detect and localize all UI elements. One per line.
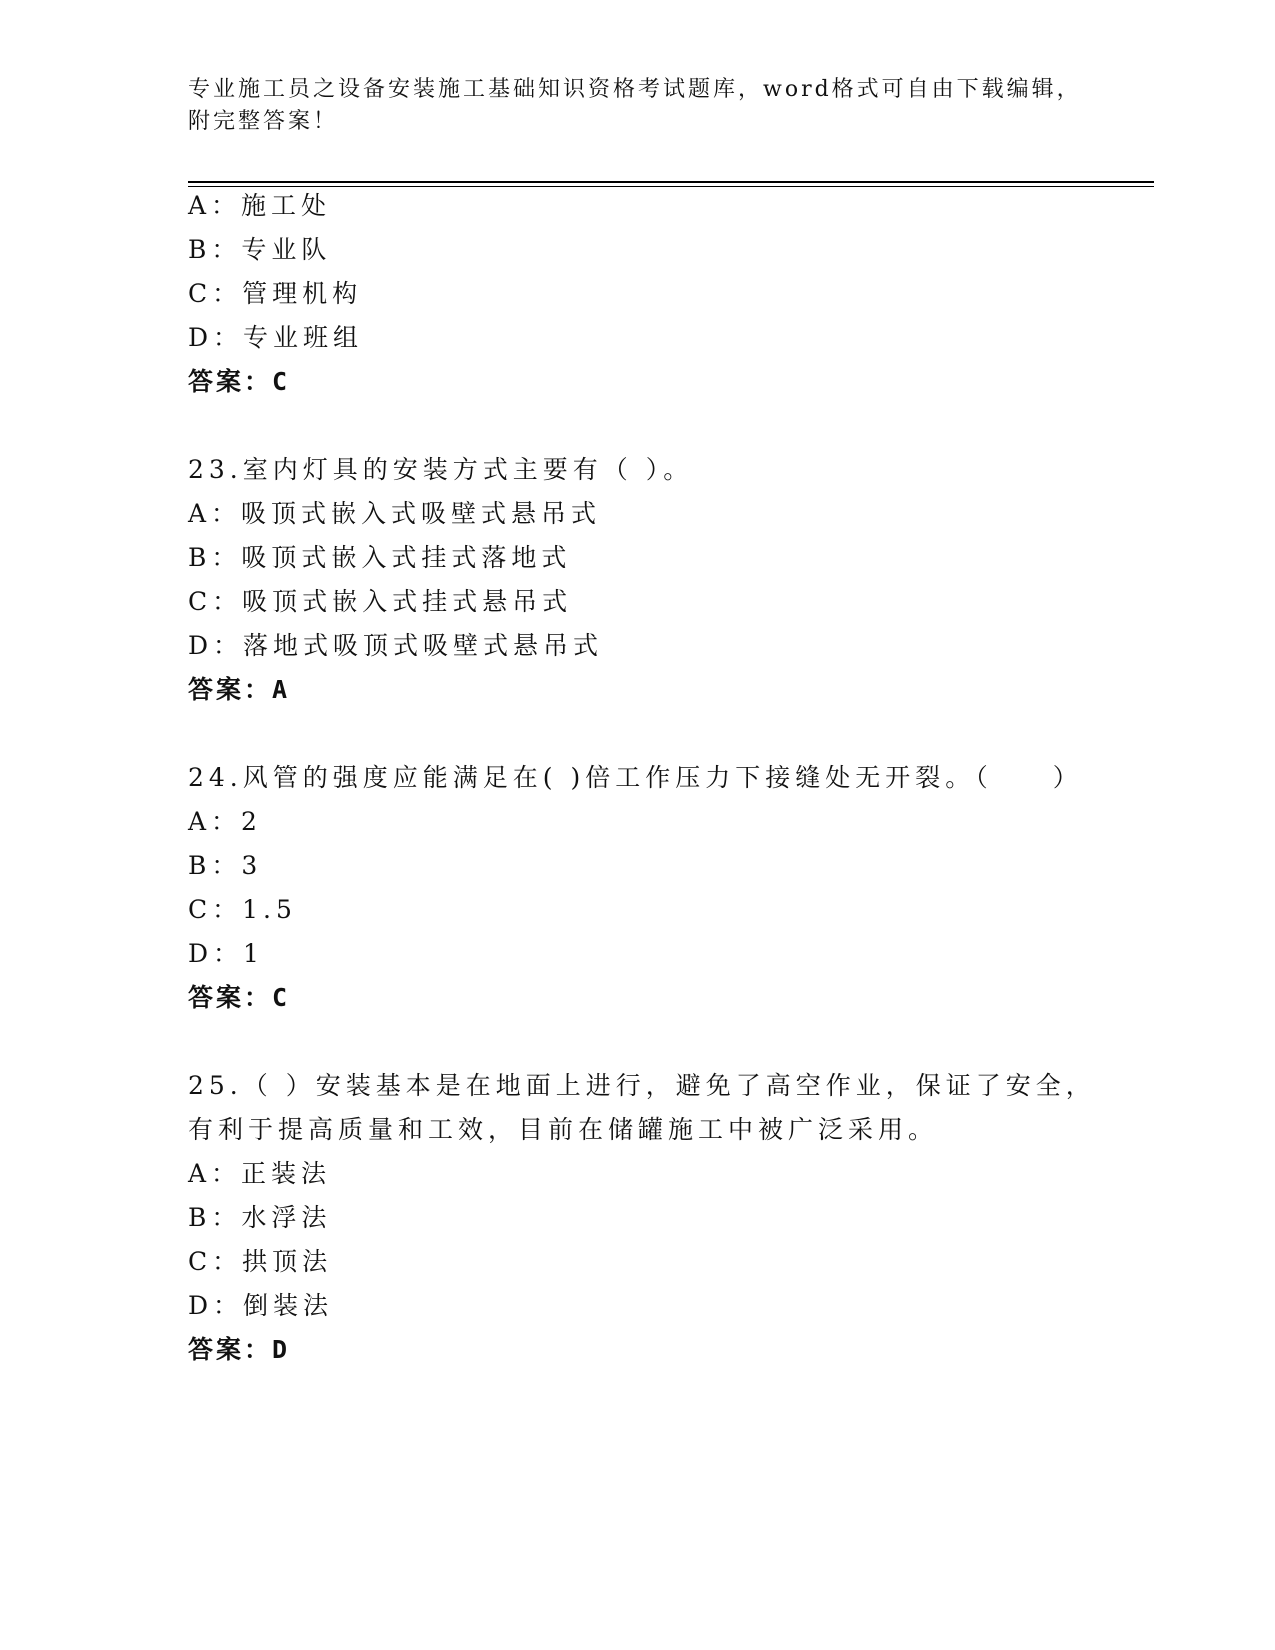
q25-option-d: D：倒装法 [188,1291,334,1320]
q25-option-b: B：水浮法 [188,1203,332,1232]
q24-answer: 答案：C [188,983,291,1012]
q24-option-d: D：1 [188,939,264,968]
q22-option-b: B：专业队 [188,235,332,264]
q25-option-a: A：正装法 [188,1159,332,1188]
q24-stem: 24.风管的强度应能满足在( )倍工作压力下接缝处无开裂。（ ） [188,763,1083,792]
document-header [188,74,1088,138]
q22-option-c: C：管理机构 [188,279,363,308]
header-line-1: 专业施工员之设备安装施工基础知识资格考试题库，word格式可自由下载编辑， [188,77,1082,102]
q22-answer: 答案：C [188,367,291,396]
q24-option-c: C：1.5 [188,895,297,924]
q23-stem: 23.室内灯具的安装方式主要有（ ）。 [188,455,694,484]
q23-option-b: B：吸顶式嵌入式挂式落地式 [188,543,572,572]
q23-option-c: C：吸顶式嵌入式挂式悬吊式 [188,587,573,616]
q24-option-b: B：3 [188,851,263,880]
q25-stem-line-1: 25.（ ）安装基本是在地面上进行，避免了高空作业，保证了安全， [188,1071,1096,1100]
header-rule-thin [188,186,1154,187]
q25-option-c: C：拱顶法 [188,1247,333,1276]
q22-option-a: A：施工处 [188,191,332,220]
header-rule-thick [188,181,1154,183]
q23-option-d: D：落地式吸顶式吸壁式悬吊式 [188,631,604,660]
q25-answer: 答案：D [188,1335,291,1364]
q25-stem-line-2: 有利于提高质量和工效，目前在储罐施工中被广泛采用。 [188,1115,939,1144]
q23-answer: 答案：A [188,675,291,704]
q22-option-d: D：专业班组 [188,323,364,352]
header-line-2: 附完整答案！ [188,109,339,134]
q23-option-a: A：吸顶式嵌入式吸壁式悬吊式 [188,499,602,528]
q24-option-a: A：2 [188,807,262,836]
